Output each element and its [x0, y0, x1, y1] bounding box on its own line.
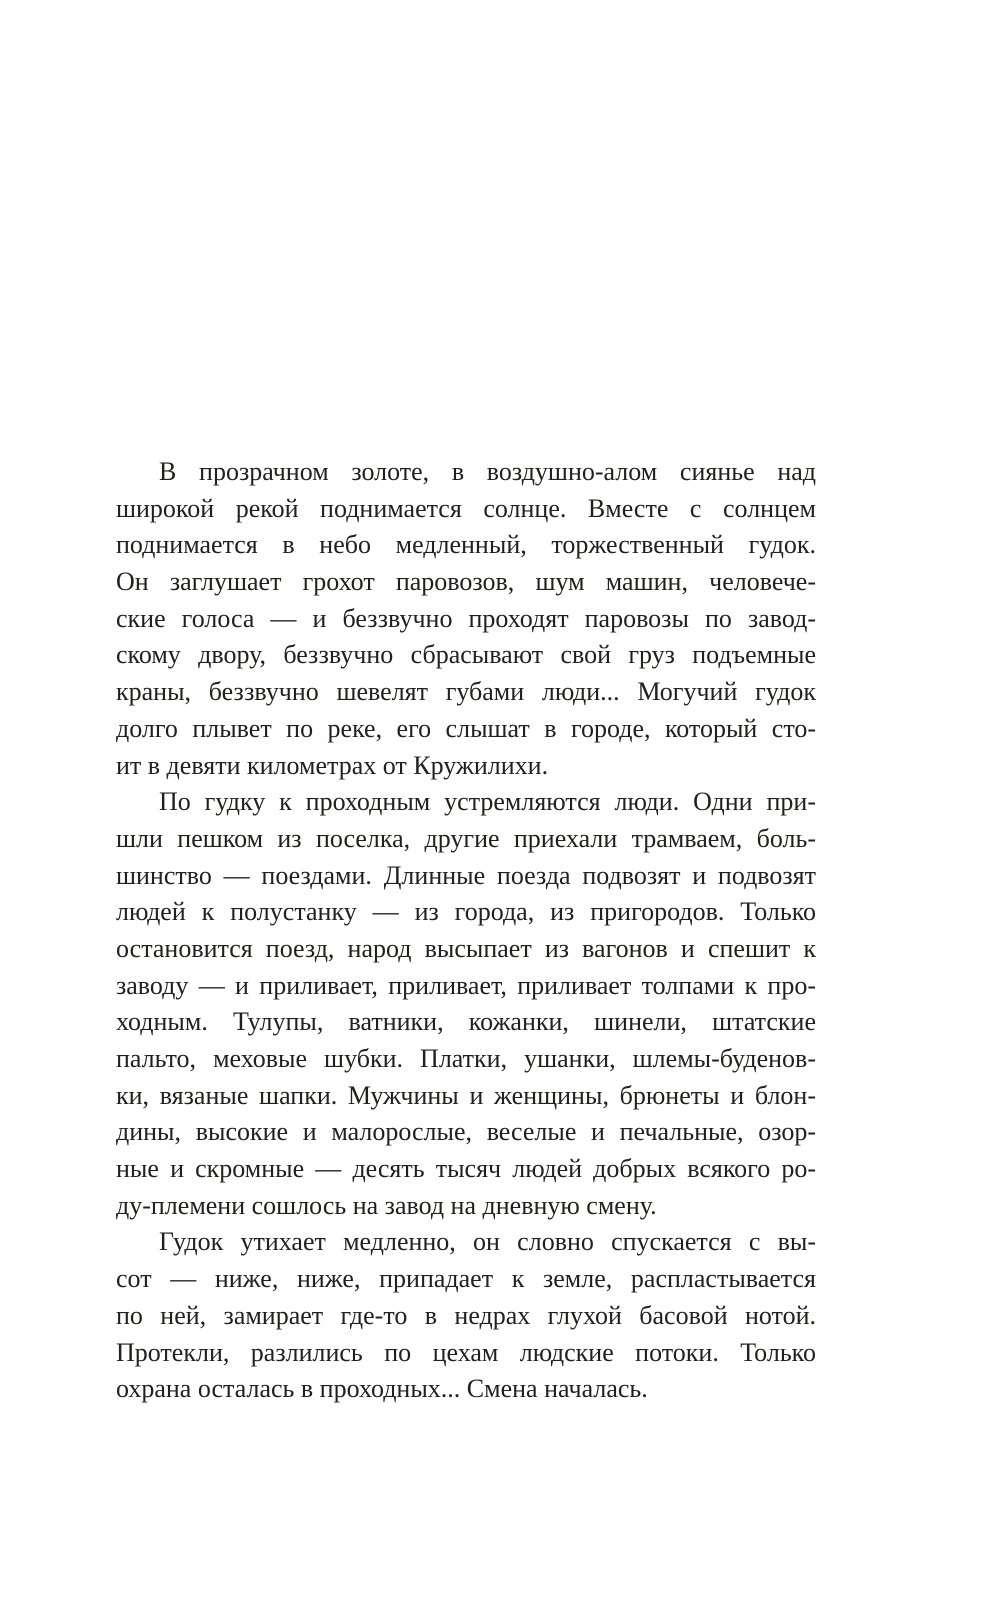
text-line: шли пешком из поселка, другие приехали трамваем, боль-: [116, 823, 816, 853]
text-line: остановится поезд, народ высыпает из вагонов и спешит к: [116, 933, 816, 963]
text-line: Протекли, разлились по цехам людские потоки. Только: [116, 1337, 816, 1367]
text-line: шинство — поездами. Длинные поезда подвозят и подвозят: [116, 860, 816, 890]
text-line: ные и скромные — десять тысяч людей добрых всякого ро-: [116, 1154, 816, 1184]
text-line: людей к полустанку — из города, из пригородов. Только: [116, 897, 816, 927]
text-line: ские голоса — и беззвучно проходят паровозы по завод-: [116, 603, 816, 633]
text-line: поднимается в небо медленный, торжественный гудок.: [116, 530, 816, 560]
text-line: широкой рекой поднимается солнце. Вместе с солнцем: [116, 493, 816, 523]
paragraph-2: [116, 784, 816, 1224]
text-line: сот — ниже, ниже, припадает к земле, распластывается: [116, 1264, 816, 1294]
text-line: В прозрачном золоте, в воздушно-алом сиянье над: [159, 457, 816, 486]
text-line: Он заглушает грохот паровозов, шум машин, человече-: [116, 567, 816, 597]
text-line: дины, высокие и малорослые, веселые и печальные, озор-: [116, 1117, 816, 1147]
text-line: Гудок утихает медленно, он словно спускается с вы-: [159, 1227, 816, 1257]
body-text: [116, 454, 816, 1408]
text-line: скому двору, беззвучно сбрасывают свой груз подъемные: [116, 640, 816, 670]
text-line: пальто, меховые шубки. Платки, ушанки, шлемы-буденов-: [116, 1044, 816, 1073]
text-line: краны, беззвучно шевелят губами люди... Могучий гудок: [116, 677, 816, 707]
text-line: ду-племени сошлось на завод на дневную смену.: [116, 1190, 657, 1220]
paragraph-3: [116, 1224, 816, 1407]
text-line: долго плывет по реке, его слышат в городе, который сто-: [116, 713, 816, 743]
text-line: ки, вязаные шапки. Мужчины и женщины, брюнеты и блон-: [116, 1080, 816, 1110]
paragraph-1: [116, 454, 816, 784]
text-line: По гудку к проходным устремляются люди. Одни при-: [159, 787, 816, 817]
text-line: охрана осталась в проходных... Смена началась.: [116, 1374, 648, 1404]
text-line: заводу — и приливает, приливает, приливает толпами к про-: [116, 970, 816, 1000]
text-line: ходным. Тулупы, ватники, кожанки, шинели, штатские: [116, 1007, 816, 1037]
text-line: ит в девяти километрах от Кружилихи.: [116, 750, 549, 780]
text-line: по ней, замирает где-то в недрах глухой басовой нотой.: [116, 1300, 816, 1330]
